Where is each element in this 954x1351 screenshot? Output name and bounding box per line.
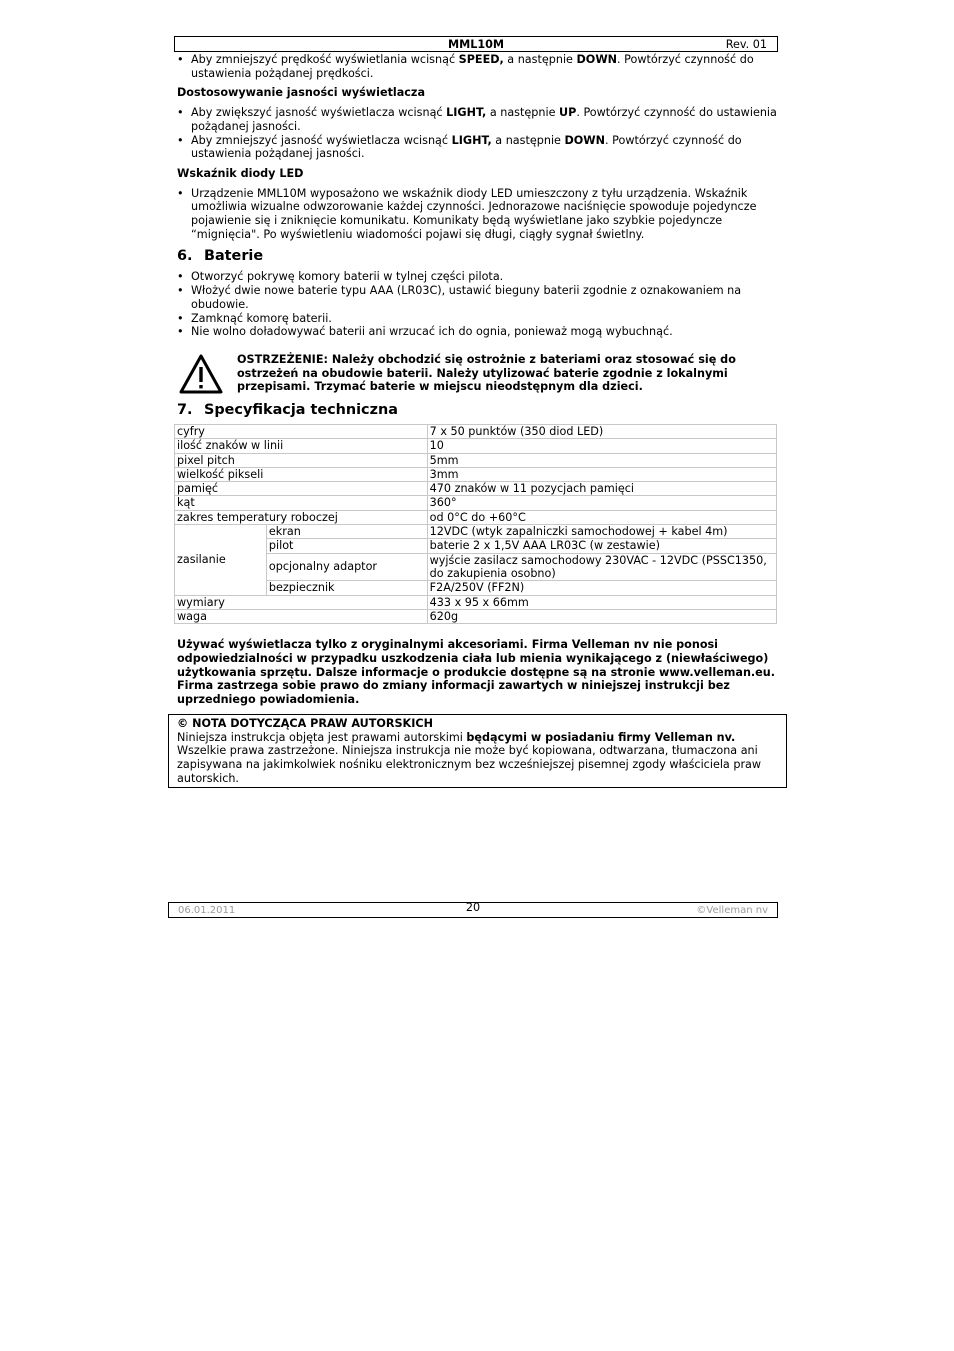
copyright-box	[168, 714, 787, 788]
section-heading-batteries: 6. Baterie	[177, 248, 264, 265]
list-item: • Włożyć dwie nowe baterie typu AAA (LR03C), ustawić bieguny baterii zgodnie z oznakowaniem na obudowie.	[177, 284, 777, 311]
led-heading: Wskaźnik diody LED	[177, 166, 304, 180]
batteries-list	[177, 270, 777, 339]
header-model: MML10M	[447, 38, 505, 51]
copyright-text: Niniejsza instrukcja objęta jest prawami autorskimi będącymi w posiadaniu firmy Velleman nv. Wszelkie prawa zastrzeżone. Niniejsza instrukcja nie może być kopiowana, odtwarzana, tłumaczona ani zapisywana na jakimkolwiek nośniku elektronicznym bez wcześniejszej pisemnej zgody właściciela praw autorskich.	[177, 730, 762, 785]
power-label: zasilanie	[175, 525, 267, 595]
footer-copyright: ©Velleman nv	[696, 905, 768, 916]
table-row: ilość znaków w linii 10	[175, 439, 777, 453]
footer-date: 06.01.2011	[178, 905, 236, 916]
copyright-title: © NOTA DOTYCZĄCA PRAW AUTORSKICH	[177, 717, 433, 730]
page-header	[174, 36, 778, 52]
spec-table	[174, 424, 777, 624]
list-item: • Nie wolno doładowywać baterii ani wrzucać ich do ognia, ponieważ mogą wybuchnąć.	[177, 325, 777, 339]
list-item: • Otworzyć pokrywę komory baterii w tylnej części pilota.	[177, 270, 777, 284]
list-item: • Aby zwiększyć jasność wyświetlacza wcisnąć LIGHT, a następnie UP. Powtórzyć czynność do ustawienia pożądanej jasności.	[177, 106, 777, 133]
table-row: zakres temperatury roboczej od 0°C do +60°C	[175, 510, 777, 524]
table-row: wielkość pikseli 3mm	[175, 467, 777, 481]
usage-notice: Używać wyświetlacza tylko z oryginalnymi akcesoriami. Firma Velleman nv nie ponosi odpowiedzialności w przypadku uszkodzenia ciała lub mienia wynikającego z (niewłaściwego) użytkowania sprzętu. Dalsze informacje o produkcie dostępne są na stronie www.velleman.eu. Firma zastrzega sobie prawo do zmiany informacji zawartych w niniejszej instrukcji bez uprzedniego powiadomienia.	[177, 638, 775, 706]
table-row: pilot baterie 2 x 1,5V AAA LR03C (w zestawie)	[175, 539, 777, 553]
list-item: • Aby zmniejszyć jasność wyświetlacza wcisnąć LIGHT, a następnie DOWN. Powtórzyć czynność do ustawienia pożądanej jasności.	[177, 134, 777, 161]
page-footer	[168, 902, 778, 918]
header-revision: Rev. 01	[725, 38, 767, 51]
table-row: pamięć 470 znaków w 11 pozycjach pamięci	[175, 482, 777, 496]
brightness-list	[177, 106, 777, 161]
list-item: • Zamknąć komorę baterii.	[177, 312, 777, 326]
section-heading-specs: 7. Specyfikacja techniczna	[177, 401, 398, 418]
table-row: wymiary 433 x 95 x 66mm	[175, 595, 777, 609]
speed-list	[177, 53, 777, 80]
warning-text: OSTRZEŻENIE: Należy obchodzić się ostrożnie z bateriami oraz stosować się do ostrzeżeń na obudowie baterii. Należy utylizować baterie zgodnie z lokalnymi przepisami. Trzymać baterie w miejscu nieodstępnym dla dzieci.	[237, 352, 736, 394]
table-row: zasilanie ekran 12VDC (wtyk zapalniczki samochodowej + kabel 4m)	[175, 525, 777, 539]
table-row: cyfry 7 x 50 punktów (350 diod LED)	[175, 424, 777, 438]
led-list	[177, 187, 777, 242]
list-item: • Aby zmniejszyć prędkość wyświetlania wcisnąć SPEED, a następnie DOWN. Powtórzyć czynność do ustawienia pożądanej prędkości.	[177, 53, 777, 80]
page-content	[177, 53, 777, 707]
page-number: 20	[465, 901, 481, 914]
list-item: • Urządzenie MML10M wyposażono we wskaźnik diody LED umieszczony z tyłu urządzenia. Wskaźnik umożliwia wizualne odwzorowanie każdej czynności. Jednorazowe naciśnięcie spowoduje pojedyncze pojawienie się i zniknięcie komunikatu. Komunikaty będą wyświetlane jako szybkie pojedyncze “mignięcia". Po wyświetleniu wiadomości pojawi się długi, ciągły sygnał świetlny.	[177, 187, 777, 242]
battery-warning	[177, 353, 777, 395]
table-row: kąt 360°	[175, 496, 777, 510]
warning-triangle-icon	[179, 354, 223, 394]
table-row: pixel pitch 5mm	[175, 453, 777, 467]
table-row: bezpiecznik F2A/250V (FF2N)	[175, 581, 777, 595]
table-row: opcjonalny adaptor wyjście zasilacz samochodowy 230VAC - 12VDC (PSSC1350, do zakupienia osobno)	[175, 553, 777, 581]
brightness-heading: Dostosowywanie jasności wyświetlacza	[177, 86, 425, 100]
table-row: waga 620g	[175, 609, 777, 623]
